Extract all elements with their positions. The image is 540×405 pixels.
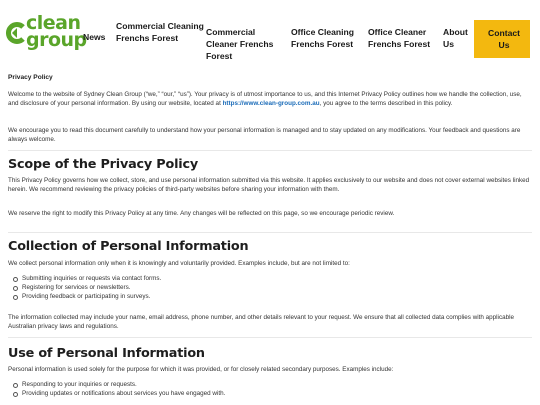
contact-us-label: Contact Us bbox=[488, 28, 520, 50]
collection-heading: Collection of Personal Information bbox=[8, 239, 249, 254]
intro-text-end: , you agree to the terms described in this policy. bbox=[319, 100, 453, 108]
logo-line-clean: clean bbox=[26, 12, 81, 34]
brand-logo[interactable] bbox=[4, 12, 87, 54]
list-item: Registering for services or newsletters. bbox=[8, 283, 532, 292]
use-paragraph-1: Personal information is used solely for the purpose for which it was provided, or for closely related secondary purposes. Examples include: bbox=[8, 366, 394, 373]
collection-list bbox=[8, 274, 532, 302]
collection-paragraph-2: The information collected may include your name, email address, phone number, and other details relevant to your request. We ensure that all collected data complies with applicable Australian privacy laws and regulations. bbox=[8, 314, 515, 331]
intro-text-start: Welcome to the website of Sydney Clean Group (“we,” “our,” “us”). Your privacy is of utmost importance to us, and this Internet Privacy Policy outlines how we handle the collection, use, and disclosure of your personal information. By using our website, located at bbox=[8, 91, 522, 108]
section-divider bbox=[8, 232, 532, 233]
scope-paragraph-1: This Privacy Policy governs how we collect, store, and use personal information submitted via this website. It applies exclusively to our website and does not cover external websites linked herein. We recommend reviewing the privacy policies of third-party websites before sharing your information with them. bbox=[8, 177, 530, 194]
collection-paragraph-1: We collect personal information only when it is knowingly and voluntarily provided. Examples include, but are not limited to: bbox=[8, 260, 350, 267]
nav-commercial-cleaning[interactable]: Commercial Cleaning Frenchs Forest bbox=[116, 21, 204, 43]
contact-us-button[interactable] bbox=[474, 20, 530, 58]
logo-line-group: group bbox=[26, 29, 87, 51]
list-item: Responding to your inquiries or requests. bbox=[8, 380, 532, 389]
list-item: Providing updates or notifications about services you have engaged with. bbox=[8, 389, 532, 398]
website-link[interactable]: https://www.clean-group.com.au bbox=[222, 100, 320, 108]
clean-group-logo-icon bbox=[6, 22, 28, 44]
site-header bbox=[0, 0, 540, 64]
list-item: Providing feedback or participating in surveys. bbox=[8, 292, 532, 301]
logo-wordmark bbox=[26, 12, 87, 51]
intro-paragraph-2: We encourage you to read this document carefully to understand how your personal information is managed and to stay updated on any modifications. Your feedback and questions are always welcome. bbox=[8, 127, 521, 144]
list-item: Submitting inquiries or requests via contact forms. bbox=[8, 274, 532, 283]
section-divider bbox=[8, 337, 532, 338]
intro-paragraph-1 bbox=[8, 90, 532, 108]
use-heading: Use of Personal Information bbox=[8, 346, 205, 361]
section-divider bbox=[8, 150, 532, 151]
scope-heading: Scope of the Privacy Policy bbox=[8, 157, 198, 172]
nav-office-cleaner[interactable]: Office Cleaner Frenchs Forest bbox=[368, 27, 431, 49]
page-title: Privacy Policy bbox=[8, 74, 53, 81]
nav-office-cleaning[interactable]: Office Cleaning Frenchs Forest bbox=[291, 27, 355, 49]
nav-news[interactable]: News bbox=[83, 32, 106, 42]
nav-about-us[interactable]: About Us bbox=[443, 27, 468, 49]
use-list bbox=[8, 380, 532, 398]
scope-paragraph-2: We reserve the right to modify this Privacy Policy at any time. Any changes will be reflected on this page, so we encourage periodic review. bbox=[8, 210, 395, 217]
nav-commercial-cleaner[interactable]: Commercial Cleaner Frenchs Forest bbox=[206, 27, 274, 61]
